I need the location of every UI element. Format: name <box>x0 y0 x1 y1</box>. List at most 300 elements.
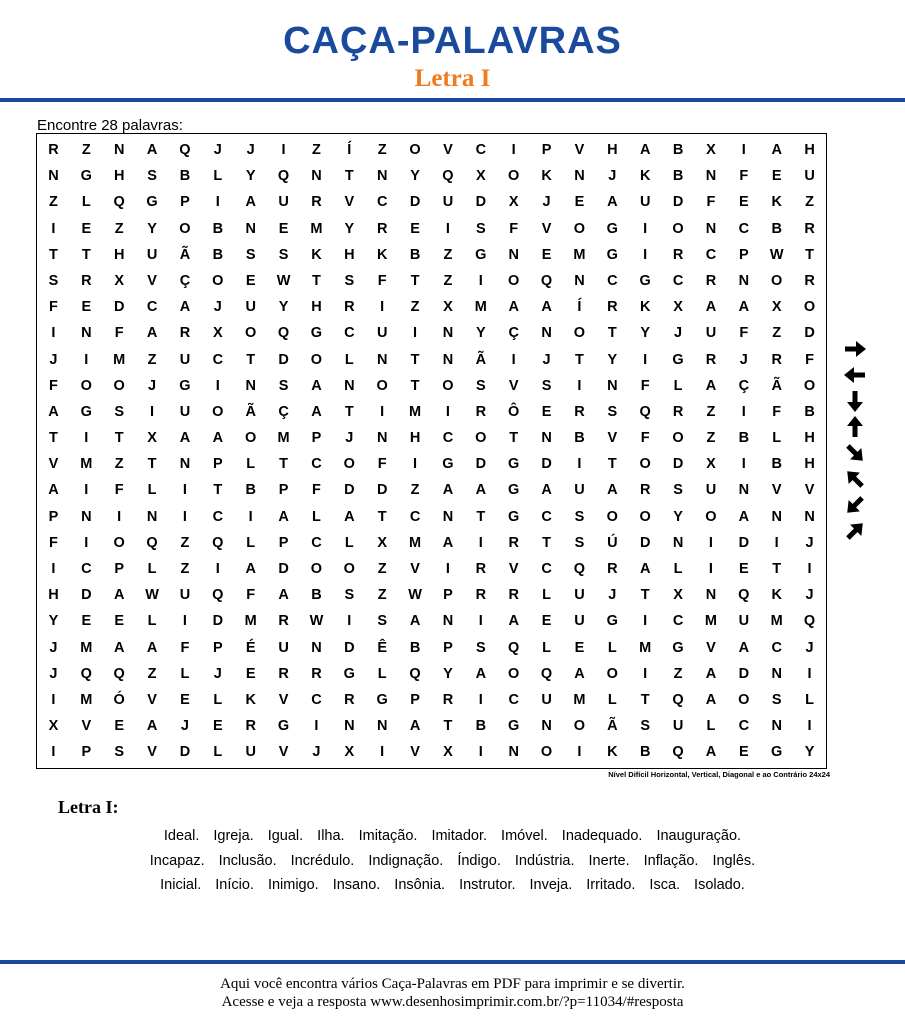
grid-cell[interactable]: C <box>672 272 684 289</box>
grid-cell[interactable]: I <box>708 534 713 551</box>
grid-cell[interactable]: U <box>245 744 256 761</box>
grid-cell[interactable]: Ç <box>179 272 191 289</box>
grid-cell[interactable]: R <box>508 534 519 551</box>
grid-cell[interactable]: B <box>475 718 487 735</box>
grid-cell[interactable]: N <box>442 613 454 630</box>
grid-cell[interactable]: L <box>344 351 354 368</box>
grid-cell[interactable]: F <box>377 456 387 473</box>
grid-cell[interactable]: L <box>772 430 782 447</box>
grid-cell[interactable]: I <box>511 142 516 158</box>
grid-cell[interactable]: N <box>738 272 750 289</box>
grid-cell[interactable]: I <box>380 299 385 316</box>
grid-cell[interactable]: B <box>409 246 421 263</box>
grid-cell[interactable]: N <box>376 718 388 735</box>
grid-cell[interactable]: R <box>344 691 355 708</box>
grid-cell[interactable]: F <box>114 482 124 499</box>
grid-cell[interactable]: J <box>180 718 189 735</box>
grid-cell[interactable]: G <box>508 508 520 525</box>
grid-cell[interactable]: K <box>311 246 322 263</box>
grid-cell[interactable]: A <box>48 403 59 420</box>
grid-cell[interactable]: C <box>705 246 717 263</box>
grid-cell[interactable]: I <box>117 508 122 525</box>
grid-cell[interactable]: I <box>445 220 450 237</box>
grid-cell[interactable]: Q <box>639 403 651 420</box>
grid-cell[interactable]: H <box>311 299 322 316</box>
grid-cell[interactable]: H <box>48 587 59 604</box>
grid-cell[interactable]: B <box>212 246 224 263</box>
grid-cell[interactable]: S <box>114 403 125 420</box>
grid-cell[interactable]: A <box>475 665 487 682</box>
grid-cell[interactable]: P <box>738 246 749 263</box>
grid-cell[interactable]: A <box>409 613 421 630</box>
grid-cell[interactable]: Q <box>212 587 224 604</box>
grid-cell[interactable]: J <box>345 430 354 447</box>
grid-cell[interactable]: W <box>145 587 159 604</box>
grid-cell[interactable]: T <box>476 508 486 525</box>
grid-cell[interactable]: T <box>114 430 124 447</box>
grid-cell[interactable]: N <box>541 430 552 447</box>
grid-cell[interactable]: Q <box>146 534 158 551</box>
grid-cell[interactable]: S <box>640 718 651 735</box>
grid-cell[interactable]: L <box>805 691 814 708</box>
grid-cell[interactable]: L <box>81 194 91 211</box>
grid-cell[interactable]: A <box>705 377 717 394</box>
grid-cell[interactable]: G <box>672 639 684 656</box>
grid-cell[interactable]: W <box>309 613 324 630</box>
grid-cell[interactable]: S <box>475 639 486 656</box>
grid-cell[interactable]: Y <box>475 325 486 342</box>
grid-cell[interactable]: R <box>508 587 519 604</box>
grid-cell[interactable]: Z <box>443 272 453 289</box>
grid-cell[interactable]: T <box>147 456 157 473</box>
grid-cell[interactable]: Z <box>312 142 321 158</box>
grid-cell[interactable]: F <box>805 351 814 368</box>
grid-cell[interactable]: J <box>312 744 321 761</box>
grid-cell[interactable]: X <box>377 534 388 551</box>
grid-cell[interactable]: T <box>575 351 584 368</box>
grid-cell[interactable]: P <box>48 508 59 525</box>
grid-cell[interactable]: A <box>508 299 519 316</box>
grid-cell[interactable]: O <box>475 430 487 447</box>
grid-cell[interactable]: O <box>803 299 816 316</box>
grid-cell[interactable]: A <box>409 718 421 735</box>
grid-cell[interactable]: O <box>508 665 520 682</box>
grid-cell[interactable]: P <box>212 456 223 473</box>
grid-cell[interactable]: T <box>410 272 420 289</box>
grid-cell[interactable]: I <box>643 351 648 368</box>
grid-cell[interactable]: S <box>377 613 388 630</box>
grid-cell[interactable]: M <box>704 613 717 630</box>
grid-cell[interactable]: Z <box>805 194 814 211</box>
grid-cell[interactable]: J <box>148 377 157 394</box>
grid-cell[interactable]: X <box>443 299 453 316</box>
grid-cell[interactable]: A <box>705 691 717 708</box>
grid-cell[interactable]: W <box>769 246 784 263</box>
grid-cell[interactable]: I <box>84 482 89 499</box>
grid-cell[interactable]: I <box>511 351 516 368</box>
grid-cell[interactable]: T <box>607 456 617 473</box>
grid-cell[interactable]: V <box>443 142 453 158</box>
grid-cell[interactable]: E <box>574 639 585 656</box>
grid-cell[interactable]: V <box>147 272 157 289</box>
grid-cell[interactable]: U <box>179 403 191 420</box>
grid-cell[interactable]: O <box>639 508 651 525</box>
grid-cell[interactable]: J <box>213 299 222 316</box>
grid-cell[interactable]: P <box>212 639 223 656</box>
grid-cell[interactable]: U <box>245 299 256 316</box>
grid-cell[interactable]: C <box>738 718 750 735</box>
grid-cell[interactable]: A <box>442 534 454 551</box>
grid-cell[interactable]: N <box>771 508 782 525</box>
grid-cell[interactable]: L <box>607 691 617 708</box>
grid-cell[interactable]: B <box>245 482 256 499</box>
grid-cell[interactable]: U <box>376 325 388 342</box>
grid-cell[interactable]: N <box>672 534 684 551</box>
grid-cell[interactable]: E <box>771 168 782 185</box>
grid-cell[interactable]: O <box>672 430 684 447</box>
grid-cell[interactable]: Q <box>113 194 125 211</box>
grid-cell[interactable]: Y <box>607 351 618 368</box>
grid-cell[interactable]: D <box>475 456 487 473</box>
grid-cell[interactable]: A <box>705 299 717 316</box>
grid-cell[interactable]: Z <box>410 299 420 316</box>
grid-cell[interactable]: P <box>114 561 125 577</box>
grid-cell[interactable]: F <box>180 639 190 656</box>
grid-cell[interactable]: P <box>541 142 552 158</box>
grid-cell[interactable]: Z <box>114 456 124 473</box>
grid-cell[interactable]: B <box>771 456 782 473</box>
grid-cell[interactable]: Z <box>147 665 157 682</box>
grid-cell[interactable]: C <box>541 561 552 577</box>
grid-cell[interactable]: G <box>508 482 520 499</box>
grid-cell[interactable]: L <box>246 534 256 551</box>
grid-cell[interactable]: M <box>277 430 290 447</box>
grid-cell[interactable]: B <box>804 403 815 420</box>
grid-cell[interactable]: U <box>738 613 750 630</box>
grid-cell[interactable]: Y <box>278 299 289 316</box>
grid-cell[interactable]: F <box>49 377 58 394</box>
grid-cell[interactable]: L <box>213 168 223 185</box>
grid-cell[interactable]: I <box>215 377 220 394</box>
grid-cell[interactable]: X <box>706 456 716 473</box>
grid-cell[interactable]: O <box>245 325 257 342</box>
grid-cell[interactable]: N <box>607 377 618 394</box>
grid-cell[interactable]: E <box>245 272 256 289</box>
grid-cell[interactable]: N <box>113 142 125 158</box>
grid-cell[interactable]: T <box>279 456 288 473</box>
grid-cell[interactable]: R <box>179 325 191 342</box>
grid-cell[interactable]: G <box>771 744 783 761</box>
grid-cell[interactable]: N <box>179 456 191 473</box>
grid-cell[interactable]: N <box>81 325 92 342</box>
grid-cell[interactable]: T <box>640 587 650 604</box>
grid-cell[interactable]: K <box>639 168 651 185</box>
grid-cell[interactable]: N <box>376 351 388 368</box>
grid-cell[interactable]: Z <box>377 561 387 577</box>
grid-cell[interactable]: O <box>540 744 553 761</box>
grid-cell[interactable]: U <box>574 482 585 499</box>
grid-cell[interactable]: F <box>509 220 519 237</box>
grid-cell[interactable]: V <box>48 456 59 473</box>
grid-cell[interactable]: S <box>541 377 552 394</box>
grid-cell[interactable]: O <box>179 220 191 237</box>
grid-cell[interactable]: Z <box>377 587 387 604</box>
grid-cell[interactable]: Q <box>540 272 553 289</box>
grid-cell[interactable]: Q <box>442 168 454 185</box>
grid-cell[interactable]: R <box>639 482 651 499</box>
grid-cell[interactable]: M <box>80 456 93 473</box>
grid-cell[interactable]: P <box>81 744 92 761</box>
grid-cell[interactable]: Q <box>540 665 553 682</box>
grid-cell[interactable]: I <box>182 613 187 630</box>
grid-cell[interactable]: J <box>674 325 683 342</box>
grid-cell[interactable]: D <box>738 534 750 551</box>
grid-cell[interactable]: Ã <box>245 403 256 420</box>
grid-cell[interactable]: I <box>281 142 286 158</box>
grid-cell[interactable]: N <box>146 508 158 525</box>
grid-cell[interactable]: B <box>672 142 684 158</box>
grid-cell[interactable]: J <box>805 587 814 604</box>
grid-cell[interactable]: C <box>738 220 750 237</box>
grid-cell[interactable]: I <box>215 194 220 211</box>
grid-cell[interactable]: B <box>771 220 782 237</box>
grid-cell[interactable]: T <box>410 351 420 368</box>
grid-cell[interactable]: Y <box>245 168 256 185</box>
grid-cell[interactable]: X <box>212 325 223 342</box>
grid-cell[interactable]: S <box>114 744 125 761</box>
grid-cell[interactable]: U <box>278 194 289 211</box>
grid-cell[interactable]: J <box>608 587 617 604</box>
grid-cell[interactable]: I <box>51 691 56 708</box>
grid-cell[interactable]: U <box>278 639 289 656</box>
grid-cell[interactable]: G <box>508 718 520 735</box>
grid-cell[interactable]: C <box>376 194 388 211</box>
grid-cell[interactable]: V <box>508 561 519 577</box>
grid-cell[interactable]: G <box>606 246 618 263</box>
grid-cell[interactable]: S <box>475 220 486 237</box>
grid-cell[interactable]: Ê <box>377 639 388 656</box>
grid-cell[interactable]: A <box>245 194 256 211</box>
grid-cell[interactable]: Í <box>347 142 352 158</box>
grid-cell[interactable]: R <box>804 272 815 289</box>
grid-cell[interactable]: Y <box>410 168 420 185</box>
grid-cell[interactable]: B <box>738 430 750 447</box>
grid-cell[interactable]: E <box>410 220 420 237</box>
grid-cell[interactable]: X <box>443 744 453 761</box>
grid-cell[interactable]: J <box>246 142 255 158</box>
grid-cell[interactable]: H <box>804 142 815 158</box>
grid-cell[interactable]: N <box>376 430 388 447</box>
grid-cell[interactable]: F <box>640 430 650 447</box>
grid-cell[interactable]: F <box>246 587 256 604</box>
grid-cell[interactable]: E <box>738 194 749 211</box>
grid-cell[interactable]: B <box>672 168 684 185</box>
grid-cell[interactable]: A <box>705 744 717 761</box>
grid-cell[interactable]: I <box>478 534 483 551</box>
grid-cell[interactable]: I <box>51 220 56 237</box>
grid-cell[interactable]: I <box>347 613 352 630</box>
grid-cell[interactable]: N <box>771 718 782 735</box>
grid-cell[interactable]: U <box>146 246 158 263</box>
grid-cell[interactable]: C <box>508 691 519 708</box>
grid-cell[interactable]: W <box>408 587 422 604</box>
grid-cell[interactable]: A <box>607 194 618 211</box>
grid-cell[interactable]: I <box>380 403 385 420</box>
grid-cell[interactable]: O <box>738 691 750 708</box>
grid-cell[interactable]: H <box>804 456 815 473</box>
grid-cell[interactable]: E <box>738 744 749 761</box>
grid-cell[interactable]: Q <box>573 561 586 577</box>
grid-cell[interactable]: N <box>344 377 355 394</box>
grid-cell[interactable]: O <box>80 377 92 394</box>
grid-cell[interactable]: I <box>51 325 56 342</box>
grid-cell[interactable]: S <box>574 534 585 551</box>
grid-cell[interactable]: Q <box>212 534 224 551</box>
grid-cell[interactable]: Z <box>180 534 190 551</box>
grid-cell[interactable]: G <box>80 403 92 420</box>
grid-cell[interactable]: X <box>706 142 716 158</box>
grid-cell[interactable]: O <box>573 718 586 735</box>
grid-cell[interactable]: U <box>179 587 191 604</box>
grid-cell[interactable]: G <box>508 456 520 473</box>
grid-cell[interactable]: A <box>179 430 191 447</box>
grid-cell[interactable]: N <box>48 168 59 185</box>
grid-cell[interactable]: Ç <box>508 325 519 342</box>
grid-cell[interactable]: A <box>574 665 585 682</box>
grid-cell[interactable]: T <box>344 403 354 420</box>
grid-cell[interactable]: H <box>344 246 355 263</box>
grid-cell[interactable]: I <box>577 744 582 761</box>
grid-cell[interactable]: T <box>81 246 91 263</box>
grid-cell[interactable]: Q <box>277 325 290 342</box>
grid-cell[interactable]: A <box>48 482 59 499</box>
grid-cell[interactable]: X <box>147 430 157 447</box>
grid-cell[interactable]: G <box>606 613 618 630</box>
grid-cell[interactable]: L <box>147 613 157 630</box>
grid-cell[interactable]: L <box>542 587 551 604</box>
grid-cell[interactable]: Z <box>114 220 124 237</box>
grid-cell[interactable]: G <box>442 456 454 473</box>
grid-cell[interactable]: F <box>49 534 58 551</box>
grid-cell[interactable]: V <box>706 639 716 656</box>
grid-cell[interactable]: D <box>672 194 684 211</box>
grid-cell[interactable]: I <box>84 430 89 447</box>
grid-cell[interactable]: X <box>673 299 683 316</box>
grid-cell[interactable]: B <box>311 587 322 604</box>
grid-cell[interactable]: V <box>278 744 289 761</box>
grid-cell[interactable]: I <box>182 482 187 499</box>
grid-cell[interactable]: N <box>81 508 92 525</box>
grid-cell[interactable]: G <box>80 168 92 185</box>
grid-cell[interactable]: L <box>312 508 321 525</box>
grid-cell[interactable]: I <box>708 561 713 577</box>
grid-cell[interactable]: J <box>49 639 58 656</box>
grid-cell[interactable]: O <box>376 377 388 394</box>
grid-cell[interactable]: R <box>81 272 92 289</box>
grid-cell[interactable]: O <box>606 665 618 682</box>
grid-cell[interactable]: C <box>475 142 487 158</box>
grid-cell[interactable]: B <box>212 220 224 237</box>
grid-cell[interactable]: L <box>147 482 157 499</box>
grid-cell[interactable]: E <box>81 299 92 316</box>
grid-cell[interactable]: R <box>771 351 782 368</box>
grid-cell[interactable]: N <box>541 718 552 735</box>
grid-cell[interactable]: H <box>409 430 421 447</box>
grid-cell[interactable]: L <box>706 718 716 735</box>
grid-cell[interactable]: Q <box>409 665 421 682</box>
grid-cell[interactable]: A <box>442 482 454 499</box>
grid-cell[interactable]: L <box>673 561 683 577</box>
grid-cell[interactable]: A <box>738 508 750 525</box>
grid-cell[interactable]: É <box>245 639 256 656</box>
grid-cell[interactable]: E <box>114 718 125 735</box>
grid-cell[interactable]: S <box>48 272 59 289</box>
grid-cell[interactable]: I <box>84 534 89 551</box>
grid-cell[interactable]: C <box>212 351 224 368</box>
grid-cell[interactable]: A <box>311 377 322 394</box>
grid-cell[interactable]: L <box>213 691 223 708</box>
grid-cell[interactable]: O <box>573 325 586 342</box>
grid-cell[interactable]: A <box>278 587 289 604</box>
grid-cell[interactable]: Z <box>673 665 683 682</box>
grid-cell[interactable]: S <box>245 246 256 263</box>
grid-cell[interactable]: G <box>310 325 323 342</box>
grid-cell[interactable]: H <box>113 168 125 185</box>
grid-cell[interactable]: I <box>51 744 56 761</box>
grid-cell[interactable]: A <box>738 299 750 316</box>
grid-cell[interactable]: R <box>607 561 618 577</box>
grid-cell[interactable]: A <box>113 639 125 656</box>
grid-cell[interactable]: G <box>343 665 355 682</box>
grid-cell[interactable]: Y <box>640 325 651 342</box>
grid-cell[interactable]: M <box>409 403 422 420</box>
grid-cell[interactable]: P <box>311 430 322 447</box>
grid-cell[interactable]: C <box>607 272 618 289</box>
grid-cell[interactable]: U <box>179 351 191 368</box>
grid-cell[interactable]: D <box>212 613 224 630</box>
grid-cell[interactable]: C <box>81 561 92 577</box>
grid-cell[interactable]: R <box>475 561 487 577</box>
grid-cell[interactable]: N <box>442 351 454 368</box>
grid-cell[interactable]: J <box>49 351 58 368</box>
grid-cell[interactable]: Ç <box>278 403 289 420</box>
grid-cell[interactable]: Q <box>80 665 92 682</box>
grid-cell[interactable]: F <box>739 325 749 342</box>
grid-cell[interactable]: F <box>312 482 321 499</box>
grid-cell[interactable]: X <box>673 587 683 604</box>
grid-cell[interactable]: O <box>508 168 520 185</box>
grid-cell[interactable]: A <box>212 430 224 447</box>
grid-cell[interactable]: X <box>48 718 59 735</box>
grid-cell[interactable]: O <box>803 377 816 394</box>
grid-cell[interactable]: P <box>278 534 289 551</box>
grid-cell[interactable]: D <box>344 482 355 499</box>
grid-cell[interactable]: N <box>705 168 717 185</box>
grid-cell[interactable]: E <box>81 613 92 630</box>
grid-cell[interactable]: O <box>212 403 224 420</box>
grid-cell[interactable]: Q <box>113 665 125 682</box>
grid-cell[interactable]: M <box>409 534 422 551</box>
grid-cell[interactable]: D <box>81 587 92 604</box>
grid-cell[interactable]: A <box>146 718 158 735</box>
grid-cell[interactable]: K <box>607 744 618 761</box>
grid-cell[interactable]: E <box>541 246 552 263</box>
grid-cell[interactable]: K <box>771 194 782 211</box>
grid-cell[interactable]: E <box>541 403 552 420</box>
grid-cell[interactable]: N <box>245 377 256 394</box>
grid-cell[interactable]: I <box>445 561 450 577</box>
grid-cell[interactable]: R <box>804 220 815 237</box>
